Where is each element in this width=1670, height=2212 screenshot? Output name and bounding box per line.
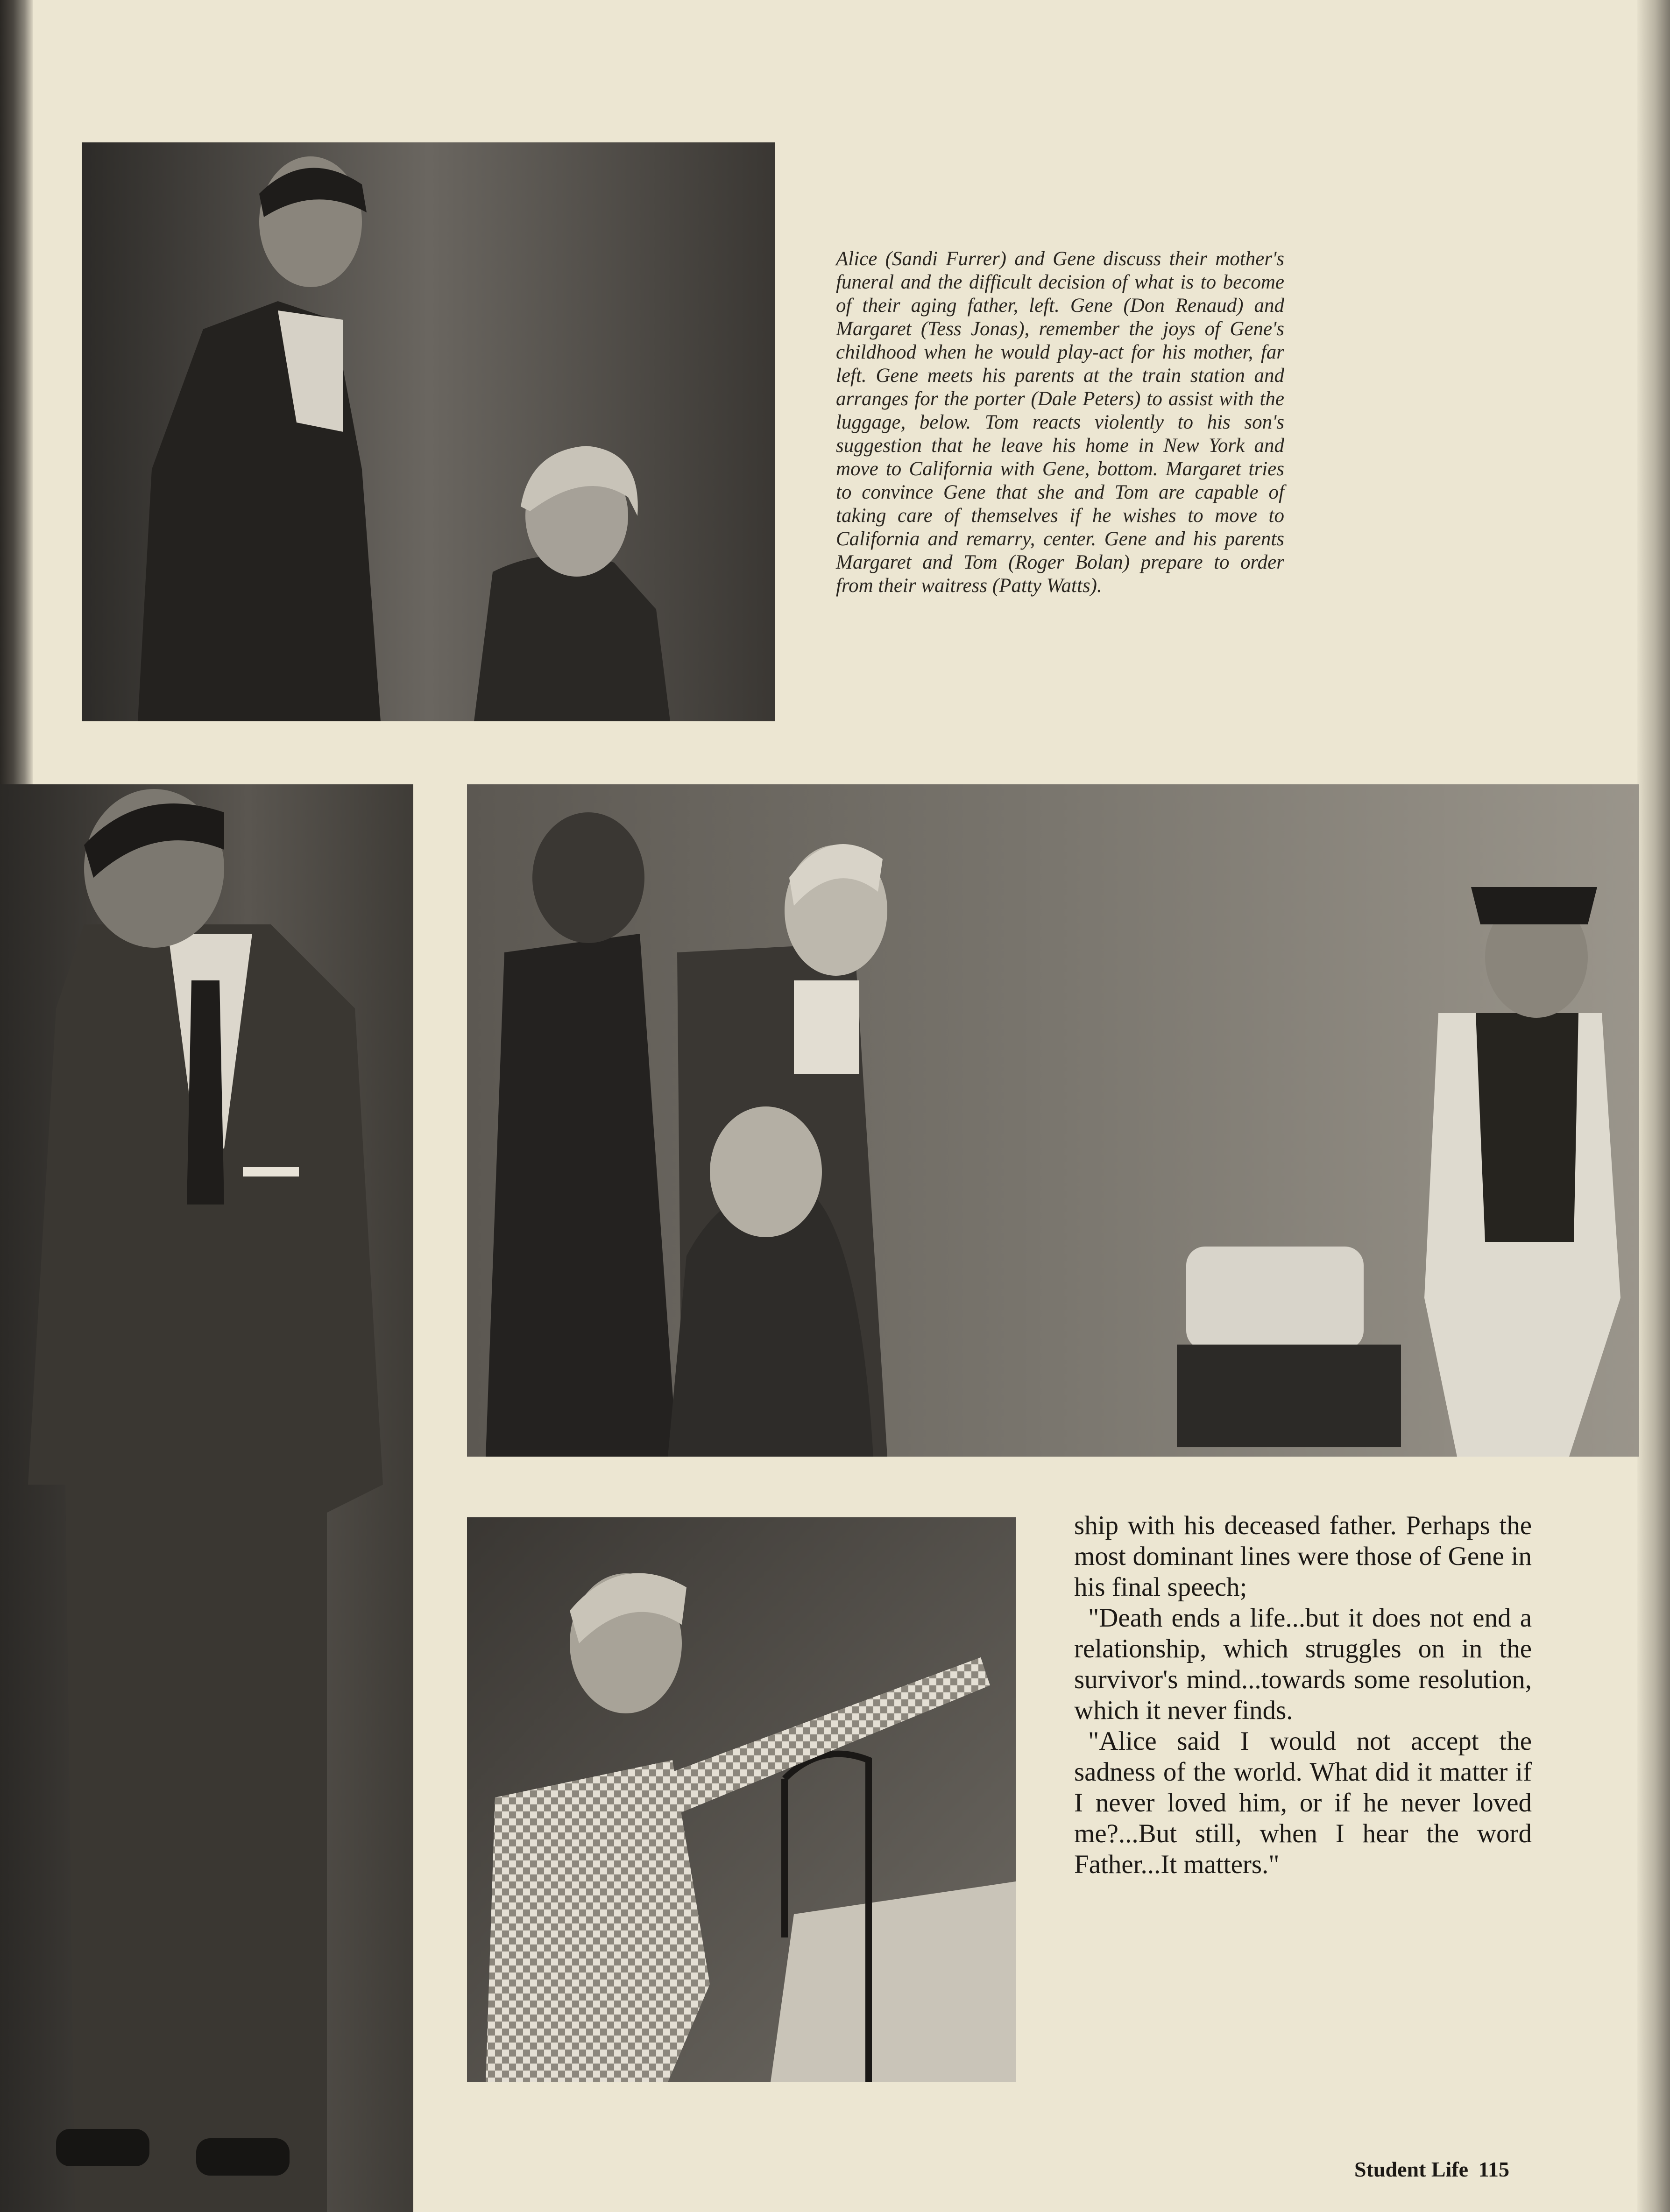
photo-train-station: [467, 784, 1639, 1457]
page-number: 115: [1478, 2157, 1510, 2181]
photo-tom-in-pajamas: [467, 1517, 1016, 2082]
section-name: Student Life: [1354, 2157, 1469, 2181]
photo-gene-in-suit: [0, 784, 413, 2212]
photo-caption: Alice (Sandi Furrer) and Gene discuss their mother's funeral and the difficult decision of what is to become of their aging father, left. Gene (Don Renaud) and Margaret (Tess Jonas), remember the joys of Gene's childhood when he would play-act for his mother, far left. Gene meets his parents at the train station and arranges for the porter (Dale Peters) to assist with the luggage, below. Tom reacts violently to his son's suggestion that he leave his home in New York and move to California with Gene, bottom. Margaret tries to convince Gene that she and Tom are capable of taking care of themselves if he wishes to move to California and remarry, center. Gene and his parents Margaret and Tom (Roger Bolan) prepare to order from their waitress (Patty Watts).: [836, 248, 1284, 597]
page-footer: [1354, 2157, 1509, 2182]
article-body: [1074, 1510, 1532, 1880]
photo-alice-and-gene: [82, 142, 775, 721]
binding-gutter-right: [1637, 0, 1670, 2212]
body-paragraph: "Alice said I would not accept the sadness of the world. What did it matter if I never loved him, or if he never loved me?...But still, when I hear the word Father...It matters.": [1074, 1726, 1532, 1879]
body-paragraph: "Death ends a life...but it does not end a relationship, which struggles on in the survivor's mind...towards some resolution, which it never finds.: [1074, 1603, 1532, 1725]
body-paragraph: ship with his deceased father. Perhaps the most dominant lines were those of Gene in his final speech;: [1074, 1511, 1532, 1602]
